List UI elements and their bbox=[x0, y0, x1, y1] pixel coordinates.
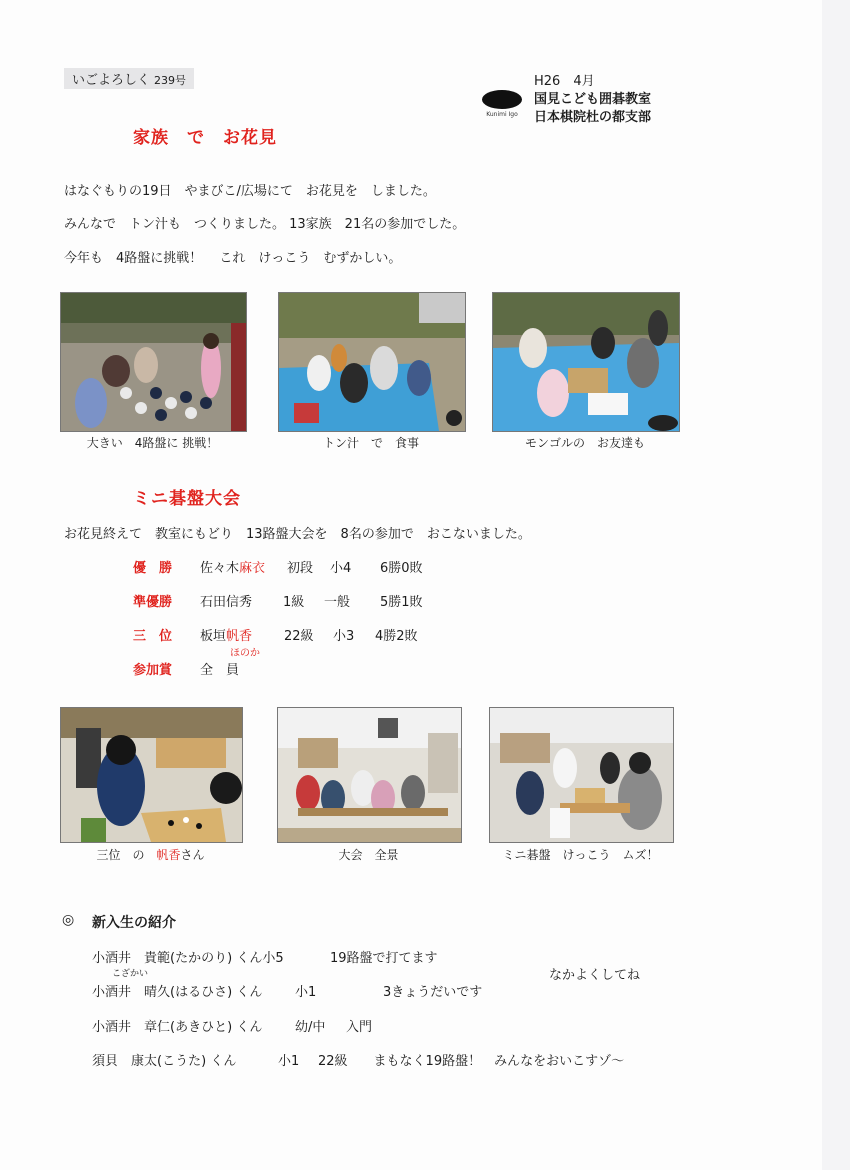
scan-edge bbox=[822, 0, 850, 1170]
photo-mini-board bbox=[489, 707, 674, 843]
newcomer-3-grade: 幼/中 bbox=[295, 1020, 326, 1035]
result-name-3b: 帆香 bbox=[226, 629, 253, 644]
newcomer-1-comment: 19路盤で打てます bbox=[330, 951, 438, 966]
newcomer-1-name: 小酒井 貴範 bbox=[92, 951, 171, 966]
newcomer-3-suffix: くん bbox=[236, 1020, 263, 1035]
result-name-1 bbox=[200, 557, 265, 576]
newcomer-1-suffix: くん bbox=[236, 951, 263, 966]
caption-tonjiru: トン汁 で 食事 bbox=[322, 436, 419, 450]
hanami-line-3: 今年も 4路盤に挑戦！ これ けっこう むずかしい。 bbox=[64, 251, 402, 266]
caption-mongolian: モンゴルの お友達も bbox=[524, 436, 645, 450]
result-rank-3: 22級 bbox=[284, 629, 314, 644]
result-name-2a: 石田信秀 bbox=[200, 595, 253, 610]
newcomer-2-grade: 小1 bbox=[295, 985, 317, 1000]
club-logo bbox=[478, 90, 526, 122]
photo-tournament-overview bbox=[277, 707, 462, 843]
newcomer-2-suffix: くん bbox=[236, 985, 263, 1000]
newcomer-1-reading: (たかのり) bbox=[170, 951, 233, 966]
result-name-3 bbox=[200, 625, 252, 644]
newcomer-row-1 bbox=[92, 947, 284, 966]
caption-mini-board: ミニ碁盤 けっこう ムズ！ bbox=[502, 848, 659, 862]
result-name-1b: 麻衣 bbox=[239, 561, 266, 576]
caption-big-board: 大きい 4路盤に 挑戦！ bbox=[86, 436, 219, 450]
newcomer-1-grade: 小5 bbox=[262, 951, 284, 966]
newsletter-name-tag bbox=[64, 68, 194, 89]
hanami-line-2: みんなで トン汁も つくりました。 13家族 21名の参加でした。 bbox=[64, 217, 466, 232]
caption-third-b: 帆香 bbox=[156, 848, 181, 862]
result-name-2 bbox=[200, 591, 252, 610]
photo-tonjiru-meal bbox=[278, 292, 466, 432]
photo-mongolian-friends bbox=[492, 292, 680, 432]
logo-text: Kunimi Igo bbox=[486, 111, 518, 118]
newcomer-2-comment: 3きょうだいです bbox=[383, 985, 483, 1000]
newcomer-3-name: 小酒井 章仁 bbox=[92, 1020, 171, 1035]
result-grade-2: 一般 bbox=[324, 595, 351, 610]
newcomer-4-suffix: くん bbox=[210, 1054, 237, 1069]
tournament-intro: お花見終えて 教室にもどり 13路盤大会を 8名の参加で おこないました。 bbox=[64, 527, 531, 542]
ruby-honoka: ほのか bbox=[230, 648, 260, 659]
result-record-2: 5勝1敗 bbox=[380, 595, 423, 610]
org-name-1: 国見こども囲碁教室 bbox=[534, 92, 652, 107]
result-record-1: 6勝0敗 bbox=[380, 561, 423, 576]
issue-number: 239号 bbox=[154, 74, 187, 87]
caption-third-place bbox=[60, 846, 241, 863]
result-label-1: 優 勝 bbox=[133, 561, 173, 576]
hanami-line-1: はなぐもりの19日 やまびこ/広場にて お花見を しました。 bbox=[64, 184, 436, 199]
newcomer-3-comment: 入門 bbox=[346, 1020, 373, 1035]
newcomer-4-name: 須貝 康太 bbox=[92, 1054, 158, 1069]
newcomers-mark: ◎ bbox=[62, 912, 75, 928]
result-name-4: 全 員 bbox=[200, 663, 240, 678]
newcomer-4-comment: 22級 まもなく19路盤！ みんなをおいこすゾ～ bbox=[318, 1054, 625, 1069]
issue-date: H26 4月 bbox=[534, 74, 595, 89]
newsletter-name: いごよろしく bbox=[72, 73, 151, 88]
result-grade-3: 小3 bbox=[333, 629, 355, 644]
newcomer-2-reading: (はるひさ) bbox=[170, 985, 233, 1000]
result-name-1a: 佐々木 bbox=[200, 561, 240, 576]
result-label-4: 参加賞 bbox=[133, 663, 173, 678]
result-label-2: 準優勝 bbox=[133, 595, 173, 610]
newcomer-3-reading: (あきひと) bbox=[170, 1020, 233, 1035]
newcomer-4-reading: (こうた) bbox=[157, 1054, 207, 1069]
newcomers-title: 新入生の紹介 bbox=[92, 915, 176, 931]
tournament-title: ミニ碁盤大会 bbox=[133, 489, 241, 509]
newcomer-row-4 bbox=[92, 1050, 236, 1069]
result-grade-1: 小4 bbox=[330, 561, 352, 576]
caption-overview: 大会 全景 bbox=[338, 848, 399, 862]
ruby-kozakai: こざかい bbox=[112, 969, 149, 979]
org-name-2: 日本棋院杜の都支部 bbox=[534, 110, 652, 125]
newcomer-2-name: 小酒井 晴久 bbox=[92, 985, 171, 1000]
result-record-3: 4勝2敗 bbox=[375, 629, 418, 644]
go-stone-icon bbox=[482, 90, 522, 109]
result-rank-1: 初段 bbox=[287, 561, 314, 576]
caption-third-a: 三位 の bbox=[96, 848, 157, 862]
newcomer-4-grade: 小1 bbox=[278, 1054, 300, 1069]
result-rank-2: 1級 bbox=[283, 595, 305, 610]
photo-big-board bbox=[60, 292, 247, 432]
caption-third-c: さん bbox=[180, 848, 205, 862]
newcomer-row-3 bbox=[92, 1016, 262, 1035]
newcomer-row-2 bbox=[92, 981, 262, 1000]
photo-third-place bbox=[60, 707, 243, 843]
result-name-3a: 板垣 bbox=[200, 629, 227, 644]
side-note: なかよくしてね bbox=[549, 968, 641, 983]
hanami-title: 家族 で お花見 bbox=[133, 128, 277, 148]
result-label-3: 三 位 bbox=[133, 629, 173, 644]
